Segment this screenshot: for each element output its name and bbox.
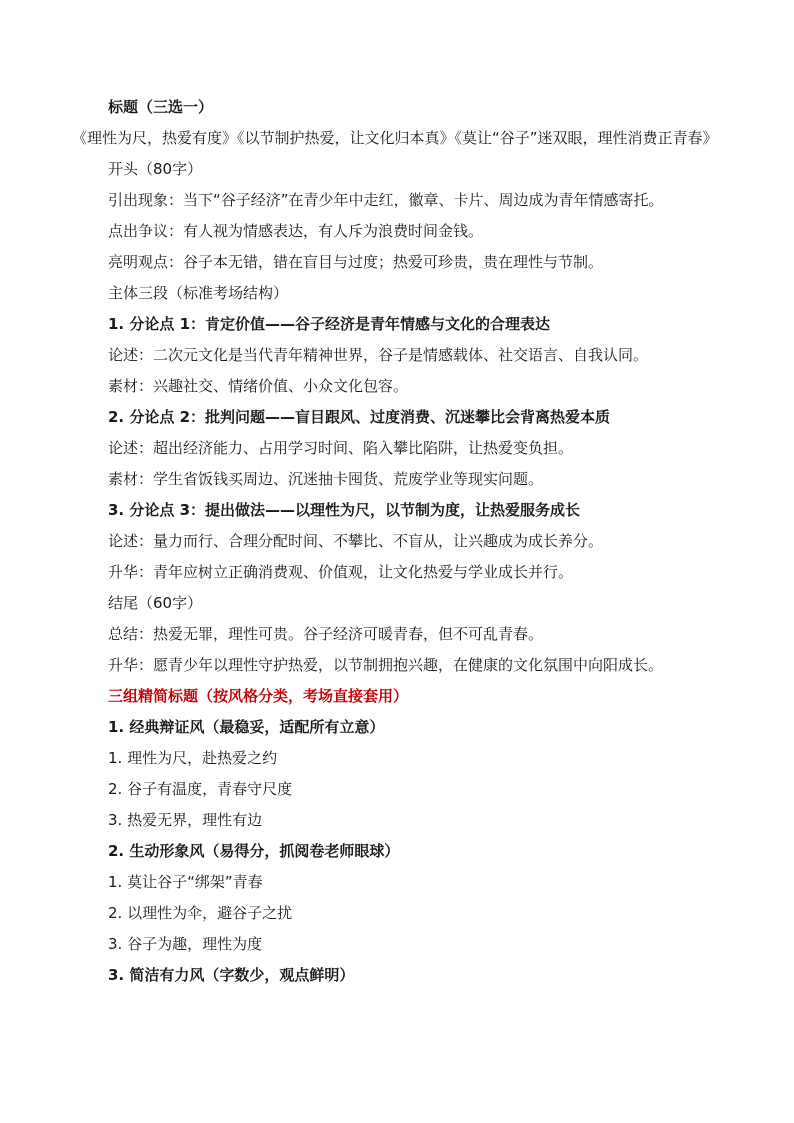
- opening-heading: 开头（80字）: [108, 160, 203, 178]
- title-group-heading: 2. 生动形象风（易得分，抓阅卷老师眼球）: [108, 842, 400, 860]
- title-item: 2. 谷子有温度，青春守尺度: [108, 780, 293, 798]
- title-item: 1. 莫让谷子“绑架”青春: [108, 873, 263, 891]
- point-line: 素材：学生省饭钱买周边、沉迷抽卡囤货、荒废学业等现实问题。: [108, 470, 544, 488]
- title-item: 1. 理性为尺，赴热爱之约: [108, 749, 278, 767]
- title-item: 2. 以理性为伞，避谷子之扰: [108, 904, 293, 922]
- ending-line: 总结：热爱无罪，理性可贵。谷子经济可暖青春，但不可乱青春。: [108, 625, 544, 643]
- opening-line: 引出现象：当下“谷子经济”在青少年中走红，徽章、卡片、周边成为青年情感寄托。: [108, 191, 664, 209]
- opening-line: 亮明观点：谷子本无错，错在盲目与过度；热爱可珍贵，贵在理性与节制。: [108, 253, 604, 271]
- opening-line: 点出争议：有人视为情感表达，有人斥为浪费时间金钱。: [108, 222, 484, 240]
- point-heading: 2. 分论点 2：批判问题——盲目跟风、过度消费、沉迷攀比会背离热爱本质: [108, 408, 611, 426]
- point-line: 论述：超出经济能力、占用学习时间、陷入攀比陷阱，让热爱变负担。: [108, 439, 574, 457]
- point-line: 论述：量力而行、合理分配时间、不攀比、不盲从，让兴趣成为成长养分。: [108, 532, 604, 550]
- body-heading: 主体三段（标准考场结构）: [108, 284, 289, 302]
- point-heading: 3. 分论点 3：提出做法——以理性为尺，以节制为度，让热爱服务成长: [108, 501, 581, 519]
- document-content: [72, 92, 748, 991]
- point-line: 论述：二次元文化是当代青年精神世界，谷子是情感载体、社交语言、自我认同。: [108, 346, 649, 364]
- ending-heading: 结尾（60字）: [108, 594, 203, 612]
- title-heading: 标题（三选一）: [108, 98, 214, 116]
- titles-section-heading: 三组精简标题（按风格分类，考场直接套用）: [108, 687, 409, 705]
- point-line: 素材：兴趣社交、情绪价值、小众文化包容。: [108, 377, 409, 395]
- title-item: 3. 热爱无界，理性有边: [108, 811, 263, 829]
- point-line: 升华：青年应树立正确消费观、价值观，让文化热爱与学业成长并行。: [108, 563, 574, 581]
- ending-line: 升华：愿青少年以理性守护热爱，以节制拥抱兴趣，在健康的文化氛围中向阳成长。: [108, 656, 664, 674]
- title-item: 3. 谷子为趣，理性为度: [108, 935, 263, 953]
- title-options: 《理性为尺，热爱有度》《以节制护热爱，让文化归本真》《莫让“谷子”迷双眼，理性消费正青春》: [72, 129, 718, 147]
- title-group-heading: 1. 经典辩证风（最稳妥，适配所有立意）: [108, 718, 385, 736]
- point-heading: 1. 分论点 1：肯定价值——谷子经济是青年情感与文化的合理表达: [108, 315, 551, 333]
- title-group-heading: 3. 简洁有力风（字数少，观点鲜明）: [108, 966, 355, 984]
